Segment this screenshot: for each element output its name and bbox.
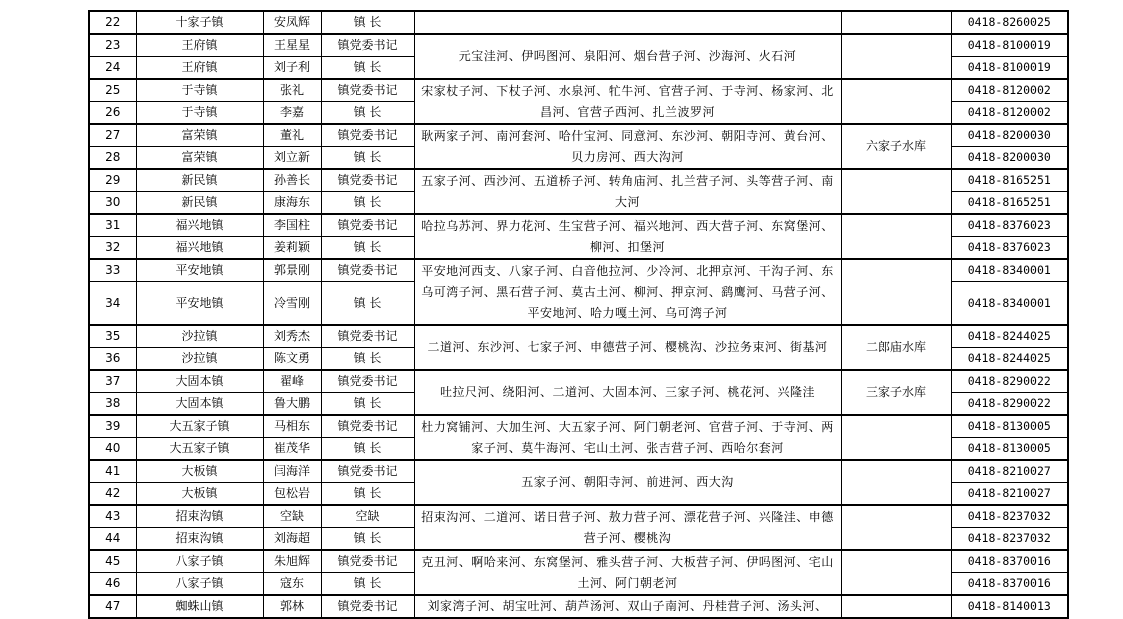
official-name: 陈文勇: [263, 348, 321, 371]
town-name: 平安地镇: [136, 259, 263, 282]
phone-number: 0418-8120002: [951, 79, 1068, 102]
rivers-list: 招束沟河、二道河、诺日营子河、敖力营子河、漂花营子河、兴隆洼、申德营子河、樱桃沟: [414, 505, 841, 550]
town-name: 福兴地镇: [136, 237, 263, 260]
town-name: 平安地镇: [136, 282, 263, 326]
official-name: 鲁大鹏: [263, 393, 321, 416]
row-number: 23: [89, 34, 136, 57]
phone-number: 0418-8237032: [951, 505, 1068, 528]
official-title: 镇 长: [321, 57, 414, 80]
table-row: [89, 370, 1068, 393]
official-name: 姜莉颖: [263, 237, 321, 260]
official-title: 镇 长: [321, 192, 414, 215]
row-number: 32: [89, 237, 136, 260]
row-number: 44: [89, 528, 136, 551]
town-name: 招束沟镇: [136, 528, 263, 551]
phone-number: 0418-8376023: [951, 237, 1068, 260]
town-name: 十家子镇: [136, 11, 263, 34]
table-row: [89, 124, 1068, 147]
official-name: 王星星: [263, 34, 321, 57]
official-name: 崔茂华: [263, 438, 321, 461]
official-title: 镇党委书记: [321, 79, 414, 102]
town-name: 大五家子镇: [136, 438, 263, 461]
phone-number: 0418-8370016: [951, 550, 1068, 573]
official-title: 镇党委书记: [321, 214, 414, 237]
official-name: 包松岩: [263, 483, 321, 506]
official-name: 董礼: [263, 124, 321, 147]
official-title: 镇 长: [321, 528, 414, 551]
rivers-list: 元宝洼河、伊吗图河、泉阳河、烟台营子河、沙海河、火石河: [414, 34, 841, 79]
official-name: 安凤辉: [263, 11, 321, 34]
row-number: 37: [89, 370, 136, 393]
row-number: 45: [89, 550, 136, 573]
reservoir-name: [841, 34, 951, 79]
official-name: 马相东: [263, 415, 321, 438]
reservoir-name: [841, 415, 951, 460]
town-name: 王府镇: [136, 57, 263, 80]
table-row: [89, 34, 1068, 57]
phone-number: 0418-8210027: [951, 483, 1068, 506]
town-name: 于寺镇: [136, 102, 263, 125]
reservoir-name: [841, 79, 951, 124]
official-name: 郭景刚: [263, 259, 321, 282]
row-number: 22: [89, 11, 136, 34]
phone-number: 0418-8120002: [951, 102, 1068, 125]
table-row: [89, 169, 1068, 192]
town-name: 大固本镇: [136, 393, 263, 416]
phone-number: 0418-8100019: [951, 34, 1068, 57]
official-title: 镇 长: [321, 393, 414, 416]
official-title: 镇 长: [321, 438, 414, 461]
town-name: 八家子镇: [136, 550, 263, 573]
reservoir-name: 三家子水库: [841, 370, 951, 415]
table-row: [89, 214, 1068, 237]
reservoir-name: [841, 214, 951, 259]
town-name: 富荣镇: [136, 124, 263, 147]
reservoir-name: [841, 595, 951, 618]
rivers-list: 平安地河西支、八家子河、白音他拉河、少冷河、北押京河、干沟子河、东乌可湾子河、黑石营子河、莫古土河、柳河、押京河、鹞鹰河、马营子河、平安地河、哈力嘎土河、乌可湾子河: [414, 259, 841, 325]
row-number: 33: [89, 259, 136, 282]
row-number: 31: [89, 214, 136, 237]
reservoir-name: 六家子水库: [841, 124, 951, 169]
official-name: 刘子利: [263, 57, 321, 80]
row-number: 41: [89, 460, 136, 483]
table-row: [89, 325, 1068, 348]
phone-number: 0418-8100019: [951, 57, 1068, 80]
reservoir-name: 二郎庙水库: [841, 325, 951, 370]
official-title: 镇党委书记: [321, 460, 414, 483]
table-row: [89, 550, 1068, 573]
official-title: 镇 长: [321, 348, 414, 371]
phone-number: 0418-8244025: [951, 348, 1068, 371]
official-name: 李嘉: [263, 102, 321, 125]
rivers-list: 耿两家子河、南河套河、哈什宝河、同意河、东沙河、朝阳寺河、黄台河、贝力房河、西大沟河: [414, 124, 841, 169]
rivers-list: 宋家杖子河、下杖子河、水泉河、牤牛河、官营子河、于寺河、杨家河、北昌河、官营子西河、扎兰波罗河: [414, 79, 841, 124]
official-name: 翟峰: [263, 370, 321, 393]
row-number: 26: [89, 102, 136, 125]
official-title: 镇党委书记: [321, 169, 414, 192]
town-name: 大固本镇: [136, 370, 263, 393]
official-name: 孙善长: [263, 169, 321, 192]
town-name: 大五家子镇: [136, 415, 263, 438]
table-row: [89, 11, 1068, 34]
phone-number: 0418-8290022: [951, 393, 1068, 416]
row-number: 36: [89, 348, 136, 371]
official-name: 冷雪刚: [263, 282, 321, 326]
official-name: 刘立新: [263, 147, 321, 170]
official-name: 李国柱: [263, 214, 321, 237]
row-number: 29: [89, 169, 136, 192]
rivers-list: 五家子河、西沙河、五道桥子河、转角庙河、扎兰营子河、头等营子河、南大河: [414, 169, 841, 214]
town-officials-table: [88, 10, 1069, 619]
row-number: 47: [89, 595, 136, 618]
row-number: 27: [89, 124, 136, 147]
town-name: 招束沟镇: [136, 505, 263, 528]
rivers-list: [414, 11, 841, 34]
phone-number: 0418-8340001: [951, 259, 1068, 282]
official-title: 镇党委书记: [321, 124, 414, 147]
official-name: 郭林: [263, 595, 321, 618]
town-name: 沙拉镇: [136, 325, 263, 348]
row-number: 38: [89, 393, 136, 416]
town-name: 大板镇: [136, 483, 263, 506]
official-title: 镇党委书记: [321, 415, 414, 438]
row-number: 30: [89, 192, 136, 215]
row-number: 39: [89, 415, 136, 438]
rivers-list: 五家子河、朝阳寺河、前进河、西大沟: [414, 460, 841, 505]
phone-number: 0418-8165251: [951, 192, 1068, 215]
table-body: [89, 11, 1068, 618]
row-number: 24: [89, 57, 136, 80]
table-row: [89, 259, 1068, 282]
town-name: 沙拉镇: [136, 348, 263, 371]
official-title: 镇党委书记: [321, 550, 414, 573]
rivers-list: 克丑河、啊哈来河、东窝堡河、雅头营子河、大板营子河、伊吗图河、宅山土河、阿门朝老河: [414, 550, 841, 595]
official-name: 闫海洋: [263, 460, 321, 483]
official-title: 镇 长: [321, 573, 414, 596]
town-name: 八家子镇: [136, 573, 263, 596]
phone-number: 0418-8165251: [951, 169, 1068, 192]
official-title: 镇 长: [321, 237, 414, 260]
official-title: 镇党委书记: [321, 259, 414, 282]
official-name: 刘海超: [263, 528, 321, 551]
official-title: 镇党委书记: [321, 325, 414, 348]
phone-number: 0418-8140013: [951, 595, 1068, 618]
rivers-list: 杜力窝铺河、大加生河、大五家子河、阿门朝老河、官营子河、于寺河、两家子河、莫牛海河、宅山土河、张吉营子河、西哈尔套河: [414, 415, 841, 460]
rivers-list: 哈拉乌苏河、界力花河、生宝营子河、福兴地河、西大营子河、东窝堡河、柳河、扣堡河: [414, 214, 841, 259]
row-number: 43: [89, 505, 136, 528]
official-name: 刘秀杰: [263, 325, 321, 348]
reservoir-name: [841, 550, 951, 595]
official-title: 镇 长: [321, 11, 414, 34]
phone-number: 0418-8376023: [951, 214, 1068, 237]
official-title: 镇 长: [321, 483, 414, 506]
town-name: 福兴地镇: [136, 214, 263, 237]
row-number: 25: [89, 79, 136, 102]
town-name: 富荣镇: [136, 147, 263, 170]
official-title: 镇 长: [321, 282, 414, 326]
phone-number: 0418-8200030: [951, 147, 1068, 170]
town-name: 新民镇: [136, 192, 263, 215]
phone-number: 0418-8244025: [951, 325, 1068, 348]
row-number: 34: [89, 282, 136, 326]
table-row: [89, 505, 1068, 528]
row-number: 35: [89, 325, 136, 348]
official-title: 镇党委书记: [321, 370, 414, 393]
phone-number: 0418-8340001: [951, 282, 1068, 326]
town-name: 于寺镇: [136, 79, 263, 102]
phone-number: 0418-8237032: [951, 528, 1068, 551]
official-name: 寇东: [263, 573, 321, 596]
town-name: 王府镇: [136, 34, 263, 57]
phone-number: 0418-8130005: [951, 438, 1068, 461]
rivers-list: 二道河、东沙河、七家子河、申德营子河、樱桃沟、沙拉务束河、街基河: [414, 325, 841, 370]
row-number: 40: [89, 438, 136, 461]
official-name: 空缺: [263, 505, 321, 528]
town-name: 大板镇: [136, 460, 263, 483]
table-row: [89, 415, 1068, 438]
reservoir-name: [841, 259, 951, 325]
rivers-list: 吐拉尺河、绕阳河、二道河、大固本河、三家子河、桃花河、兴隆洼: [414, 370, 841, 415]
phone-number: 0418-8130005: [951, 415, 1068, 438]
official-name: 朱旭辉: [263, 550, 321, 573]
phone-number: 0418-8260025: [951, 11, 1068, 34]
row-number: 28: [89, 147, 136, 170]
table-row: [89, 460, 1068, 483]
table-row: [89, 79, 1068, 102]
phone-number: 0418-8370016: [951, 573, 1068, 596]
official-title: 镇党委书记: [321, 34, 414, 57]
official-name: 康海东: [263, 192, 321, 215]
official-title: 空缺: [321, 505, 414, 528]
reservoir-name: [841, 169, 951, 214]
phone-number: 0418-8290022: [951, 370, 1068, 393]
official-title: 镇 长: [321, 147, 414, 170]
phone-number: 0418-8210027: [951, 460, 1068, 483]
row-number: 46: [89, 573, 136, 596]
official-title: 镇党委书记: [321, 595, 414, 618]
row-number: 42: [89, 483, 136, 506]
reservoir-name: [841, 460, 951, 505]
town-name: 新民镇: [136, 169, 263, 192]
reservoir-name: [841, 11, 951, 34]
official-title: 镇 长: [321, 102, 414, 125]
town-name: 蜘蛛山镇: [136, 595, 263, 618]
reservoir-name: [841, 505, 951, 550]
table-row: [89, 595, 1068, 618]
rivers-list: 刘家湾子河、胡宝吐河、葫芦汤河、双山子南河、丹桂营子河、汤头河、: [414, 595, 841, 618]
official-name: 张礼: [263, 79, 321, 102]
phone-number: 0418-8200030: [951, 124, 1068, 147]
